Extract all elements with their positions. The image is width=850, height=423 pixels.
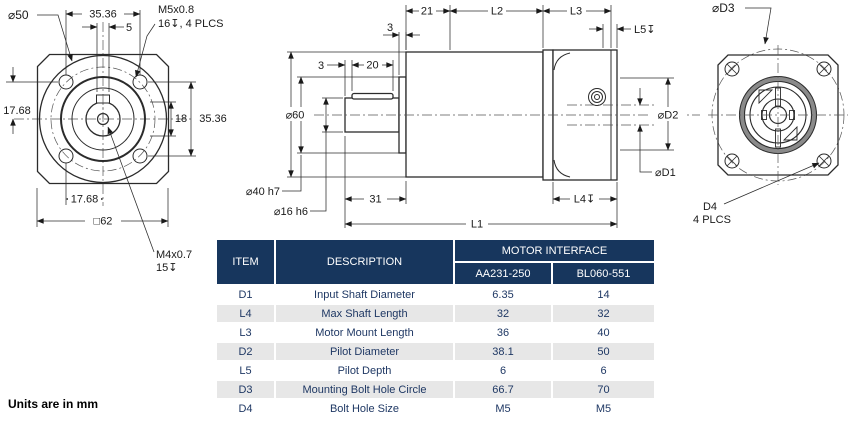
back-view <box>693 1 848 226</box>
cell-value-b: M5 <box>552 399 655 418</box>
cell-description: Bolt Hole Size <box>275 399 454 418</box>
dim-keyway-offset: 3 <box>317 60 325 72</box>
cell-item: D2 <box>216 342 275 361</box>
dim-front-right-inner: 18 <box>174 113 188 125</box>
label-d4: D4 <box>702 201 718 213</box>
table-row <box>216 285 655 304</box>
label-flange-tap-spec: M5x0.8 <box>158 4 195 16</box>
label-center-tap-spec: M4x0.7 <box>156 249 193 261</box>
table-row <box>216 361 655 380</box>
cell-value-b: 14 <box>552 285 655 304</box>
label-d1: ⌀D1 <box>655 167 676 179</box>
cell-value-a: 36 <box>454 323 552 342</box>
label-d4-qty: 4 PLCS <box>693 214 731 226</box>
cell-value-b: 40 <box>552 323 655 342</box>
front-view-dimensions <box>3 7 227 228</box>
side-body <box>406 52 543 177</box>
cell-description: Max Shaft Length <box>275 304 454 323</box>
cell-item: L5 <box>216 361 275 380</box>
dim-front-square: □62 <box>93 215 113 228</box>
dim-pilot-thickness: 3 <box>386 22 394 34</box>
cell-value-b: 6 <box>552 361 655 380</box>
cell-value-a: 66.7 <box>454 380 552 399</box>
dim-body-dia: ⌀60 <box>285 109 305 122</box>
cell-description: Motor Mount Length <box>275 323 454 342</box>
dim-shaft-length: 31 <box>369 193 382 206</box>
cell-description: Input Shaft Diameter <box>275 285 454 304</box>
label-d2: ⌀D2 <box>657 109 679 122</box>
cell-item: D3 <box>216 380 275 399</box>
label-bolt-circle-dia: ⌀50 <box>8 8 29 22</box>
cell-value-a: 6.35 <box>454 285 552 304</box>
col-header-description: DESCRIPTION <box>275 239 454 285</box>
dim-front-bottom: 17.68 <box>70 193 99 206</box>
front-view <box>3 4 227 274</box>
cell-item: L3 <box>216 323 275 342</box>
dim-l4: L4↧ <box>573 193 596 206</box>
table-row <box>216 304 655 323</box>
col-header-item: ITEM <box>216 239 275 285</box>
col-header-motor-interface: MOTOR INTERFACE <box>454 239 655 262</box>
table-row <box>216 399 655 418</box>
col-header-bl060-551: BL060-551 <box>552 262 655 285</box>
dim-front-top-width: 35.36 <box>89 8 117 21</box>
dim-l2: L2 <box>490 5 504 18</box>
label-flange-tap-depth: 16↧, 4 PLCS <box>158 18 224 30</box>
dim-front-section: 21 <box>420 5 434 18</box>
cell-description: Pilot Diameter <box>275 342 454 361</box>
dim-l3: L3 <box>569 5 583 18</box>
label-shaft-dia: ⌀16 h6 <box>273 206 308 218</box>
table-header <box>216 239 655 285</box>
cell-description: Mounting Bolt Hole Circle <box>275 380 454 399</box>
dim-keyway-length: 20 <box>366 59 379 72</box>
cell-value-b: 32 <box>552 304 655 323</box>
dim-front-keyway: 5 <box>125 22 133 34</box>
table-row <box>216 323 655 342</box>
label-center-tap-depth: 15↧ <box>156 262 178 274</box>
cell-value-a: 6 <box>454 361 552 380</box>
cell-value-a: M5 <box>454 399 552 418</box>
cell-description: Pilot Depth <box>275 361 454 380</box>
cell-value-b: 50 <box>552 342 655 361</box>
col-header-aa231-250: AA231-250 <box>454 262 552 285</box>
cell-value-a: 32 <box>454 304 552 323</box>
dim-l1: L1 <box>470 218 484 231</box>
table-row <box>216 342 655 361</box>
table-row <box>216 380 655 399</box>
units-note: Units are in mm <box>8 397 99 411</box>
cell-item: D1 <box>216 285 275 304</box>
cell-item: L4 <box>216 304 275 323</box>
dim-l5: L5↧ <box>634 24 656 36</box>
dim-front-left: 17.68 <box>3 105 31 117</box>
side-keyway-flat <box>352 94 393 100</box>
label-d3: ⌀D3 <box>712 1 735 15</box>
dim-front-right-outer: 35.36 <box>199 113 227 125</box>
motor-interface-table <box>215 238 656 419</box>
label-pilot-dia: ⌀40 h7 <box>245 186 280 198</box>
cell-value-a: 38.1 <box>454 342 552 361</box>
cell-item: D4 <box>216 399 275 418</box>
cell-value-b: 70 <box>552 380 655 399</box>
side-view <box>246 5 700 231</box>
